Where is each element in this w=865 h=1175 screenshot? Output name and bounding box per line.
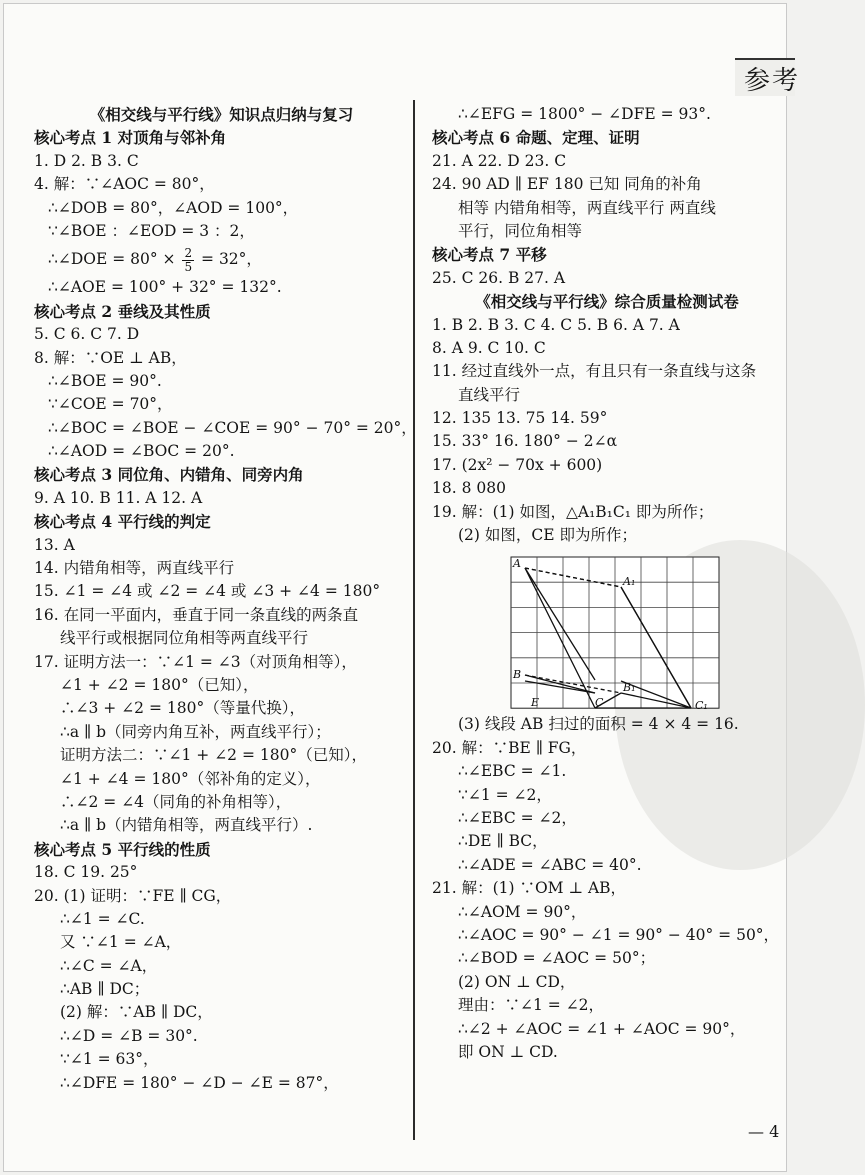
text-line: 20. 解：∵BE ∥ FG， (432, 738, 587, 757)
text-line: ∴∠AOE = 100° + 32° = 132°. (48, 278, 282, 297)
text-line: 直线平行 (458, 385, 521, 404)
text-line: 5. C 6. C 7. D (34, 325, 140, 344)
fraction (182, 247, 194, 274)
text-line: 17. (2x² − 70x + 600) (432, 455, 603, 474)
text-line: 核心考点 1 对顶角与邻补角 (34, 128, 227, 148)
text-line: 8. A 9. C 10. C (432, 338, 546, 357)
text-line: ∴∠C = ∠A， (60, 956, 158, 975)
right-column-bottom (432, 713, 782, 1064)
text-line: (2) 如图，CE 即为所作； (458, 526, 637, 545)
text-line: ∴∠EBC = ∠1. (458, 762, 567, 781)
text-line: 21. A 22. D 23. C (432, 151, 567, 170)
label-A: A (513, 557, 521, 571)
text-line: ∴∠AOC = 90° − ∠1 = 90° − 40° = 50°， (458, 925, 780, 944)
text-line: 核心考点 2 垂线及其性质 (34, 301, 211, 321)
text-line: 1. B 2. B 3. C 4. C 5. B 6. A 7. A (432, 315, 680, 334)
text-line: ∴∠1 = ∠C. (60, 909, 145, 928)
label-E: E (531, 696, 540, 710)
text-line: ∴∠AOM = 90°， (458, 902, 587, 921)
text-line: 证明方法二：∵∠1 + ∠2 = 180°（已知）， (60, 746, 367, 765)
fraction-denominator: 5 (184, 259, 193, 274)
text-line: 11. 经过直线外一点，有且只有一条直线与这条 (432, 362, 757, 381)
text-line: ∴∠D = ∠B = 30°. (60, 1026, 198, 1045)
text-line: 《相交线与平行线》综合质量检测试卷 (475, 292, 739, 312)
column-divider (413, 100, 415, 1140)
text-line: 17. 证明方法一：∵∠1 = ∠3（对顶角相等）， (34, 652, 357, 671)
page-number: — 4 (748, 1122, 780, 1141)
text-line: ∵∠BOE ：∠EOD = 3 ：2， (48, 221, 255, 240)
text-line: 16. 在同一平面内，垂直于同一条直线的两条直 (34, 605, 359, 624)
text-line: 9. A 10. B 11. A 12. A (34, 488, 203, 507)
text-line: 4. 解：∵∠AOC = 80°， (34, 175, 215, 194)
text-line: 21. 解：(1) ∵OM ⊥ AB， (432, 879, 627, 898)
label-C1: C₁ (695, 699, 708, 713)
text-line: ∴a ∥ b（同旁内角互补，两直线平行）； (60, 722, 331, 741)
text-line: ∴∠DOB = 80°，∠AOD = 100°， (48, 198, 299, 217)
left-column (34, 103, 417, 1095)
right-column-top (432, 103, 782, 547)
text-line: 1. D 2. B 3. C (34, 151, 139, 170)
text-line: 核心考点 6 命题、定理、证明 (432, 128, 640, 148)
text-line: ∴∠EFG = 1800° − ∠DFE = 93°. (458, 105, 711, 123)
text-line: ∴∠AOD = ∠BOC = 20°. (48, 442, 235, 461)
text-line: (2) ON ⊥ CD， (458, 972, 576, 991)
text-line: ∴∠2 + ∠AOC = ∠1 + ∠AOC = 90°， (458, 1019, 746, 1038)
text-line: 25. C 26. B 27. A (432, 268, 566, 287)
text-line: 核心考点 7 平移 (432, 245, 547, 265)
text-line: ∴∠BOE = 90°. (48, 371, 162, 390)
text-line: 8. 解：∵OE ⊥ AB， (34, 348, 187, 367)
text-line: 12. 135 13. 75 14. 59° (432, 409, 608, 428)
text-line (34, 243, 409, 276)
grid-lines (511, 557, 719, 708)
text-line: ∠1 + ∠2 = 180°（已知）， (60, 675, 259, 694)
text-line: ∴∠BOD = ∠AOC = 50°； (458, 949, 656, 968)
text-line: 理由：∵∠1 = ∠2， (458, 996, 605, 1015)
text-line: ∴∠BOC = ∠BOE − ∠COE = 90° − 70° = 20°， (48, 418, 417, 437)
text-line: ∴a ∥ b（内错角相等，两直线平行）. (60, 816, 313, 835)
label-C: C (595, 696, 604, 710)
page-header-title: 参考 (744, 66, 801, 96)
text-line: 13. A (34, 535, 75, 554)
text-line: 24. 90 AD ∥ EF 180 已知 同角的补角 (432, 175, 702, 194)
right-column (432, 103, 782, 1064)
text-line: 20. (1) 证明：∵FE ∥ CG， (34, 886, 232, 905)
figure-container (432, 547, 782, 713)
text-line: 核心考点 3 同位角、内错角、同旁内角 (34, 465, 304, 485)
text-line: ∴DE ∥ BC， (458, 832, 548, 851)
text-line: ∵∠1 = ∠2， (458, 785, 552, 804)
text-line: ∴∠EBC = ∠2， (458, 808, 577, 827)
text-line: 线平行或根据同位角相等两直线平行 (60, 629, 309, 648)
text-line: ∴∠DFE = 180° − ∠D − ∠E = 87°， (60, 1073, 339, 1092)
text-line: 核心考点 5 平行线的性质 (34, 839, 211, 859)
text-line: 又 ∵∠1 = ∠A， (60, 933, 182, 952)
label-B1: B₁ (623, 681, 636, 695)
text-line: (2) 解：∵AB ∥ DC， (60, 1003, 213, 1022)
grid-figure (507, 553, 722, 711)
text-line: 相等 内错角相等，两直线平行 两直线 (458, 198, 716, 217)
fraction-numerator: 2 (184, 245, 193, 260)
text-line: 《相交线与平行线》知识点归纳与复习 (89, 105, 354, 124)
text-line: ∵∠COE = 70°， (48, 395, 173, 414)
label-A1: A₁ (623, 575, 636, 589)
text-line: 平行，同位角相等 (458, 221, 583, 240)
text-line: ∴AB ∥ DC； (60, 980, 150, 999)
label-B: B (513, 668, 522, 682)
text-line: 15. ∠1 = ∠4 或 ∠2 = ∠4 或 ∠3 + ∠4 = 180° (34, 582, 381, 601)
text-segment: ∴∠DOE = 80° × (48, 250, 181, 269)
text-line: 19. 解：(1) 如图，△A₁B₁C₁ 即为所作； (432, 502, 714, 521)
text-line: 15. 33° 16. 180° − 2∠α (432, 432, 618, 451)
text-segment: = 32°， (196, 250, 262, 269)
text-line: 核心考点 4 平行线的判定 (34, 512, 211, 532)
text-line: ∴∠ADE = ∠ABC = 40°. (458, 855, 642, 874)
text-line: 18. C 19. 25° (34, 863, 138, 882)
text-line: (3) 线段 AB 扫过的面积 = 4 × 4 = 16. (458, 715, 739, 734)
text-line: 18. 8 080 (432, 479, 506, 498)
text-line: ∴∠3 + ∠2 = 180°（等量代换）， (60, 699, 305, 718)
text-line: ∠1 + ∠4 = 180°（邻补角的定义）， (60, 769, 321, 788)
text-line: 14. 内错角相等，两直线平行 (34, 559, 235, 578)
text-line: ∴∠2 = ∠4（同角的补角相等）， (60, 792, 292, 811)
text-line: 即 ON ⊥ CD. (458, 1042, 558, 1061)
text-line: ∵∠1 = 63°， (60, 1050, 159, 1069)
